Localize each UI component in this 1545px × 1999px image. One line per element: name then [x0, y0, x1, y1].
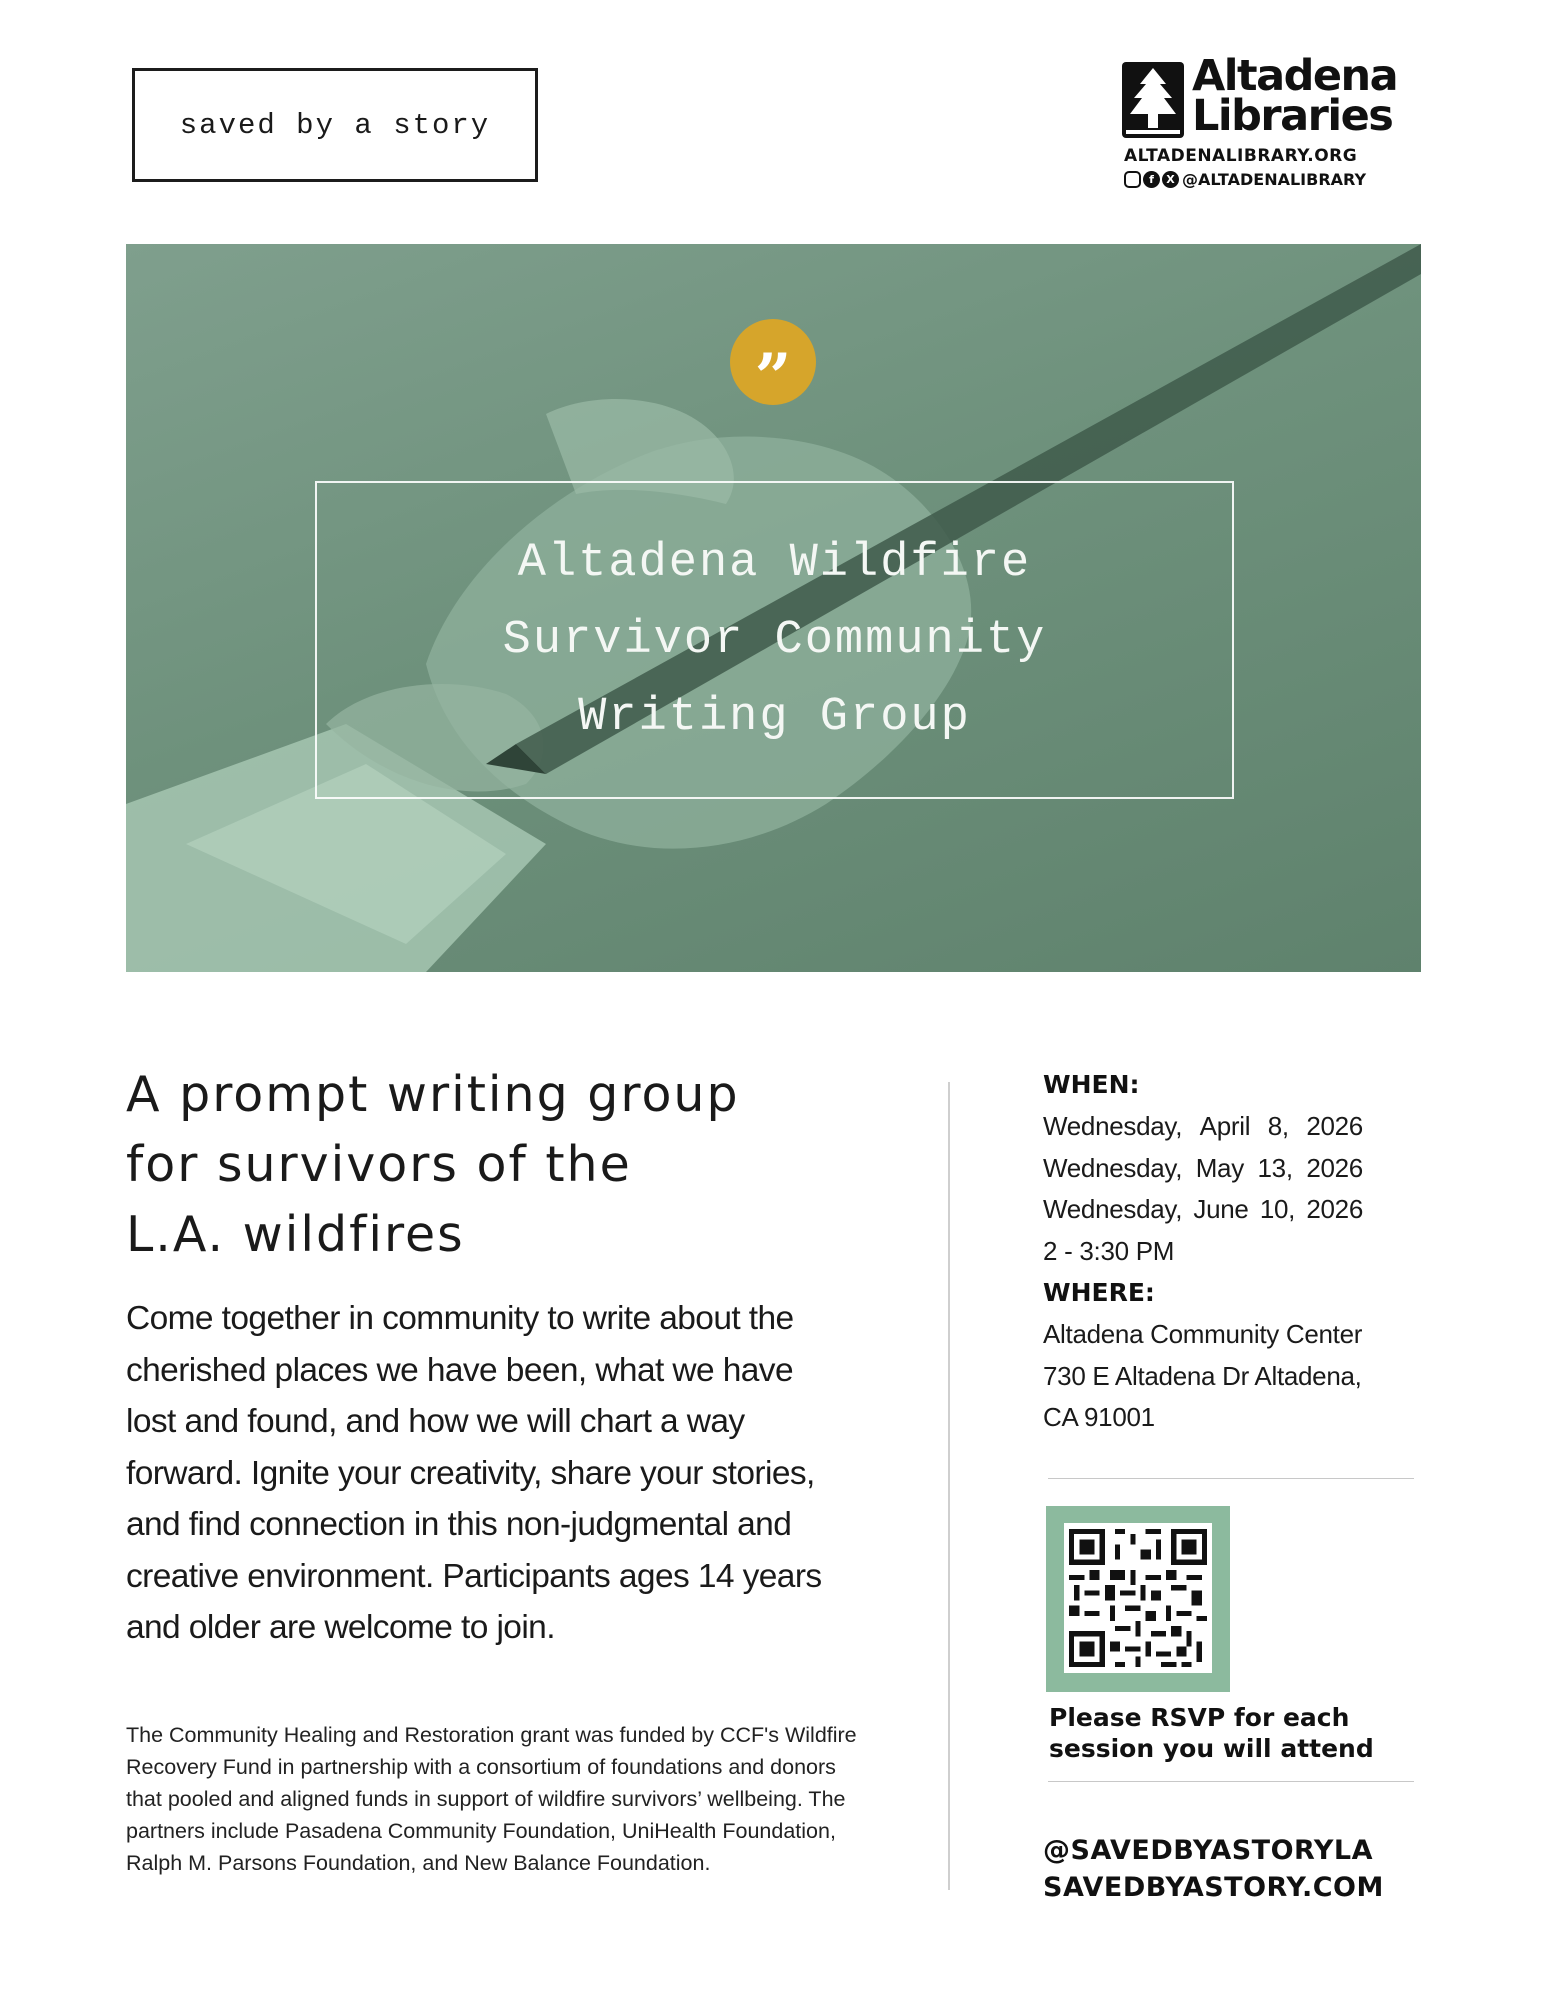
- description-line: creative environment. Participants ages 14 years: [126, 1557, 822, 1595]
- altadena-libraries-logo[interactable]: [1122, 51, 1422, 197]
- funding-note-line: partners include Pasadena Community Foundation, UniHealth Foundation,: [126, 1819, 836, 1843]
- library-social-handle[interactable]: @ALTADENALIBRARY: [1182, 170, 1367, 189]
- rsvp-line: Please RSVP for each: [1049, 1703, 1350, 1732]
- date-year: 2026: [1306, 1111, 1363, 1141]
- date-weekday: Wednesday,: [1043, 1152, 1183, 1183]
- description-line: Come together in community to write about the: [126, 1300, 794, 1337]
- facebook-icon[interactable]: f: [1143, 171, 1160, 188]
- date-line: [1043, 1189, 1363, 1231]
- website-link[interactable]: SAVEDBYASTORY.COM: [1043, 1872, 1384, 1903]
- date-line: [1043, 1148, 1363, 1190]
- description: [126, 1293, 886, 1654]
- rsvp-qr-code[interactable]: [1046, 1506, 1230, 1692]
- date-month: May: [1195, 1152, 1244, 1183]
- headline-line: L.A. wildfires: [126, 1206, 465, 1263]
- brand-tagline: saved by a story: [179, 108, 491, 142]
- headline-line: for survivors of the: [126, 1136, 632, 1193]
- library-name-line1: Altadena: [1192, 51, 1398, 101]
- funding-note-line: Recovery Fund in partnership with a consortium of foundations and donors: [126, 1755, 836, 1779]
- date-day: 8,: [1267, 1111, 1289, 1141]
- description-line: forward. Ignite your creativity, share your stories,: [126, 1454, 815, 1492]
- event-details: [1043, 1064, 1423, 1439]
- event-time: 2 - 3:30 PM: [1043, 1235, 1175, 1266]
- qr-code-icon: [1064, 1523, 1212, 1673]
- library-name: [1192, 51, 1398, 141]
- address-line: Altadena Community Center: [1043, 1319, 1363, 1349]
- column-divider: [948, 1082, 950, 1890]
- rsvp-line: session you will attend: [1049, 1734, 1374, 1763]
- hero-title-line: Altadena Wildfire: [517, 536, 1032, 590]
- saved-by-a-story-logo: [132, 68, 538, 182]
- date-day: 13,: [1257, 1152, 1293, 1183]
- when-label: WHEN:: [1043, 1070, 1140, 1099]
- funding-note: [126, 1719, 976, 1879]
- funding-note-line: Ralph M. Parsons Foundation, and New Balance Foundation.: [126, 1851, 711, 1875]
- hero-title-frame: [315, 481, 1234, 799]
- x-icon[interactable]: X: [1162, 171, 1179, 188]
- funding-note-line: that pooled and aligned funds in support of wildfire survivors’ wellbeing. The: [126, 1787, 846, 1811]
- funding-note-line: The Community Healing and Restoration grant was funded by CCF's Wildfire: [126, 1723, 857, 1747]
- hero-banner: [126, 244, 1421, 972]
- instagram-icon[interactable]: [1124, 171, 1141, 188]
- library-social-row: [1124, 170, 1366, 189]
- tree-icon: [1122, 62, 1184, 138]
- description-line: lost and found, and how we will chart a way: [126, 1403, 745, 1440]
- where-label: WHERE:: [1043, 1278, 1155, 1307]
- quote-icon: ”: [730, 319, 816, 405]
- hero-title-line: Writing Group: [578, 690, 971, 744]
- date-month: April: [1199, 1111, 1251, 1141]
- date-day: 10,: [1259, 1194, 1296, 1224]
- divider-line: [1048, 1478, 1414, 1479]
- address-line: 730 E Altadena Dr Altadena,: [1043, 1360, 1362, 1391]
- divider-line: [1048, 1781, 1414, 1782]
- description-line: and find connection in this non-judgmental and: [126, 1506, 792, 1543]
- headline: [126, 1060, 846, 1270]
- date-weekday: Wednesday,: [1043, 1111, 1183, 1141]
- headline-line: A prompt writing group: [126, 1066, 740, 1123]
- description-line: and older are welcome to join.: [126, 1609, 555, 1646]
- library-url[interactable]: ALTADENALIBRARY.ORG: [1124, 146, 1358, 166]
- social-handle-link[interactable]: @SAVEDBYASTORYLA: [1043, 1835, 1374, 1866]
- date-line: [1043, 1106, 1363, 1148]
- library-name-line2: Libraries: [1192, 91, 1393, 141]
- rsvp-note: [1049, 1702, 1419, 1764]
- description-line: cherished places we have been, what we have: [126, 1351, 793, 1389]
- contact-info: [1043, 1832, 1384, 1906]
- address-line: CA 91001: [1043, 1402, 1155, 1432]
- date-year: 2026: [1306, 1152, 1363, 1183]
- date-year: 2026: [1306, 1194, 1363, 1224]
- date-month: June: [1193, 1194, 1249, 1224]
- date-weekday: Wednesday,: [1043, 1194, 1183, 1224]
- hero-title-line: Survivor Community: [502, 613, 1047, 667]
